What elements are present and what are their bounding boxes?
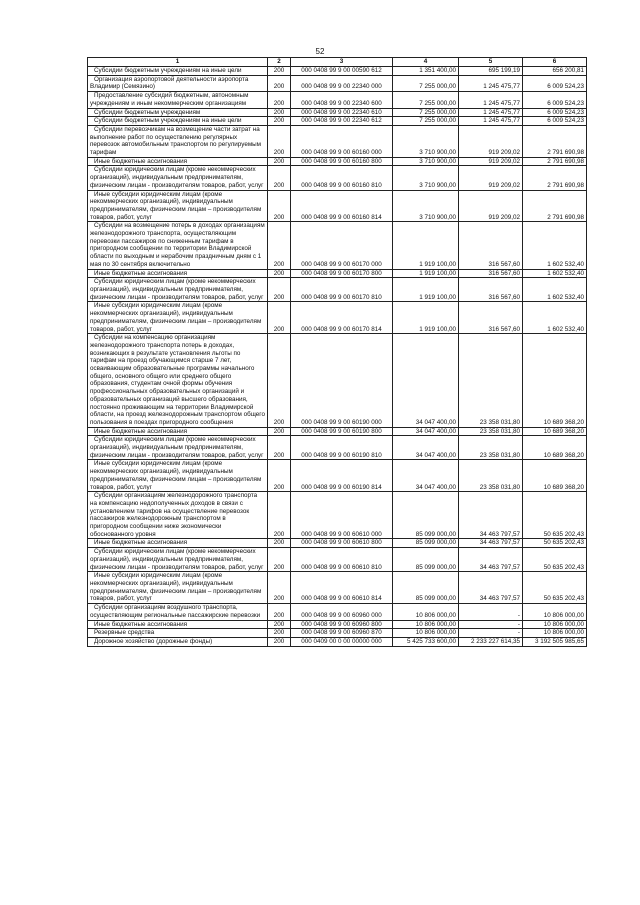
row-approved: 1 351 400,00 [393, 67, 459, 76]
table-row [88, 269, 587, 278]
row-name [88, 117, 268, 126]
row-name [88, 166, 268, 190]
row-name-text: Субсидии на компенсацию организациям железнодорожного транспорта потерь в доходах, возникающих в результате установления льготы по тарифам на проезд обучающимся старше 7 лет, осваивающим образовательные программы начального общего, основного общего или среднего общего образования, студентам очной формы обучения профессиональных образовательных организаций и образовательных организаций высшего образования, постоянно проживающим на территории Владимирской области, на проезд железнодорожным транспортом общего пользования в поездах пригородного сообщения [90, 334, 265, 426]
row-approved: 85 099 000,00 [393, 572, 459, 604]
row-remaining: 50 635 202,43 [523, 572, 587, 604]
row-name [88, 190, 268, 222]
row-line-code: 200 [268, 548, 291, 572]
row-name-text: Дорожное хозяйство (дорожные фонды) [94, 637, 213, 645]
row-executed: - [459, 604, 523, 620]
row-budget-code: 000 0409 00 0 00 00000 000 [291, 637, 393, 646]
table-row [88, 427, 587, 436]
row-line-code: 200 [268, 629, 291, 638]
row-budget-code: 000 0408 99 9 00 60610 810 [291, 548, 393, 572]
row-budget-code: 000 0408 99 9 00 60610 814 [291, 572, 393, 604]
row-executed: 23 358 031,80 [459, 334, 523, 427]
row-remaining: 10 689 368,20 [523, 436, 587, 460]
row-approved: 7 255 000,00 [393, 75, 459, 91]
row-executed: 23 358 031,80 [459, 436, 523, 460]
row-remaining: 2 791 690,98 [523, 125, 587, 157]
row-approved: 1 919 100,00 [393, 269, 459, 278]
table-row [88, 629, 587, 638]
row-executed: 34 463 797,57 [459, 572, 523, 604]
row-executed: 34 463 797,57 [459, 492, 523, 539]
table-row [88, 436, 587, 460]
row-remaining: 50 635 202,43 [523, 492, 587, 539]
header-col-4: 4 [393, 58, 459, 67]
row-budget-code: 000 0408 99 9 00 22340 000 [291, 75, 393, 91]
row-approved: 3 710 900,00 [393, 166, 459, 190]
row-line-code: 200 [268, 67, 291, 76]
row-executed: 1 245 475,77 [459, 108, 523, 117]
row-line-code: 200 [268, 75, 291, 91]
row-executed: 2 233 227 614,35 [459, 637, 523, 646]
row-budget-code: 000 0408 99 9 00 60170 800 [291, 269, 393, 278]
row-line-code: 200 [268, 117, 291, 126]
row-name-text: Субсидии юридическим лицам (кроме некоммерческих организаций), индивидуальным предпринимателям, физическим лицам - производителям товаров, работ, услуг [90, 278, 264, 301]
row-line-code: 200 [268, 572, 291, 604]
budget-table [87, 57, 587, 647]
row-remaining: 6 009 524,23 [523, 75, 587, 91]
row-line-code: 200 [268, 125, 291, 157]
row-budget-code: 000 0408 99 9 00 00590 612 [291, 67, 393, 76]
table-row [88, 334, 587, 427]
table-row [88, 548, 587, 572]
row-name-text: Субсидии перевозчикам на возмещение части затрат на выполнение работ по осуществлению регулярных перевозок автомобильным транспортом по регулируемым тарифам [90, 125, 262, 157]
row-line-code: 200 [268, 436, 291, 460]
row-name-text: Субсидии организациям воздушного транспорта, осуществляющим региональные пассажирские перевозки [90, 604, 261, 619]
row-remaining: 1 602 532,40 [523, 302, 587, 334]
row-name-text: Резервные средства [94, 629, 155, 637]
table-row [88, 302, 587, 334]
row-budget-code: 000 0408 99 9 00 60170 810 [291, 278, 393, 302]
row-name [88, 302, 268, 334]
row-budget-code: 000 0408 99 9 00 60960 000 [291, 604, 393, 620]
table-row [88, 108, 587, 117]
header-col-6: 6 [523, 58, 587, 67]
row-name [88, 427, 268, 436]
table-row [88, 637, 587, 646]
table-row [88, 92, 587, 108]
row-approved: 3 710 900,00 [393, 157, 459, 166]
row-name-text: Иные субсидии юридическим лицам (кроме некоммерческих организаций), индивидуальным предпринимателям, физическим лицам – производителям товаров, работ, услуг [90, 190, 262, 221]
row-name-text: Иные бюджетные ассигнования [94, 269, 188, 277]
row-remaining: 2 791 690,98 [523, 166, 587, 190]
header-col-1: 1 [88, 58, 268, 67]
row-approved: 5 425 733 600,00 [393, 637, 459, 646]
table-row [88, 75, 587, 91]
row-executed: - [459, 620, 523, 629]
row-budget-code: 000 0408 99 9 00 60190 814 [291, 460, 393, 492]
row-name [88, 548, 268, 572]
table-row [88, 572, 587, 604]
table-row [88, 278, 587, 302]
row-executed: 1 245 475,77 [459, 117, 523, 126]
row-approved: 34 047 400,00 [393, 427, 459, 436]
table-row [88, 539, 587, 548]
table-row [88, 67, 587, 76]
row-name [88, 108, 268, 117]
row-approved: 34 047 400,00 [393, 436, 459, 460]
row-line-code: 200 [268, 334, 291, 427]
row-executed: 316 567,60 [459, 302, 523, 334]
row-executed: 919 209,02 [459, 190, 523, 222]
row-name [88, 539, 268, 548]
row-name [88, 222, 268, 269]
row-name [88, 278, 268, 302]
row-name-text: Иные бюджетные ассигнования [94, 427, 188, 435]
row-name [88, 75, 268, 91]
table-row [88, 604, 587, 620]
row-remaining: 2 791 690,98 [523, 190, 587, 222]
row-executed: 1 245 475,77 [459, 92, 523, 108]
row-line-code: 200 [268, 492, 291, 539]
row-line-code: 200 [268, 166, 291, 190]
row-budget-code: 000 0408 99 9 00 60170 000 [291, 222, 393, 269]
row-approved: 7 255 000,00 [393, 108, 459, 117]
row-name-text: Организация аэропортовой деятельности аэропорта Владимир (Семязино) [90, 75, 249, 91]
row-name-text: Субсидии юридическим лицам (кроме некоммерческих организаций), индивидуальным предпринимателям, физическим лицам - производителям товаров, работ, услуг [90, 436, 264, 459]
row-name [88, 629, 268, 638]
row-approved: 7 255 000,00 [393, 92, 459, 108]
row-name [88, 157, 268, 166]
row-executed: 919 209,02 [459, 157, 523, 166]
row-name [88, 637, 268, 646]
row-budget-code: 000 0408 99 9 00 60610 800 [291, 539, 393, 548]
row-executed: 695 199,19 [459, 67, 523, 76]
row-name-text: Иные субсидии юридическим лицам (кроме некоммерческих организаций), индивидуальным предпринимателям, физическим лицам – производителям товаров, работ, услуг [90, 572, 262, 603]
table-row [88, 166, 587, 190]
row-approved: 34 047 400,00 [393, 334, 459, 427]
row-name [88, 334, 268, 427]
row-remaining: 10 806 000,00 [523, 629, 587, 638]
row-remaining: 50 635 202,43 [523, 539, 587, 548]
row-approved: 34 047 400,00 [393, 460, 459, 492]
row-remaining: 10 806 000,00 [523, 620, 587, 629]
row-remaining: 10 806 000,00 [523, 604, 587, 620]
row-approved: 85 099 000,00 [393, 548, 459, 572]
row-approved: 7 255 000,00 [393, 117, 459, 126]
row-executed: 316 567,60 [459, 278, 523, 302]
row-approved: 10 806 000,00 [393, 604, 459, 620]
row-budget-code: 000 0408 99 9 00 22340 610 [291, 108, 393, 117]
row-approved: 1 919 100,00 [393, 222, 459, 269]
row-name [88, 460, 268, 492]
row-executed: 919 209,02 [459, 166, 523, 190]
row-budget-code: 000 0408 99 9 00 60190 810 [291, 436, 393, 460]
row-executed: 34 463 797,57 [459, 548, 523, 572]
row-budget-code: 000 0408 99 9 00 60160 814 [291, 190, 393, 222]
row-remaining: 1 602 532,40 [523, 269, 587, 278]
row-name-text: Иные бюджетные ассигнования [94, 620, 188, 628]
row-remaining: 50 635 202,43 [523, 548, 587, 572]
row-name [88, 67, 268, 76]
row-budget-code: 000 0408 99 9 00 60160 810 [291, 166, 393, 190]
row-remaining: 3 192 505 985,65 [523, 637, 587, 646]
row-line-code: 200 [268, 92, 291, 108]
row-approved: 3 710 900,00 [393, 125, 459, 157]
row-remaining: 6 009 524,23 [523, 117, 587, 126]
header-col-3: 3 [291, 58, 393, 67]
row-remaining: 2 791 690,98 [523, 157, 587, 166]
row-executed: 919 209,02 [459, 125, 523, 157]
row-remaining: 6 009 524,23 [523, 92, 587, 108]
table-row [88, 190, 587, 222]
header-row [88, 58, 587, 67]
row-name-text: Иные бюджетные ассигнования [94, 157, 188, 165]
row-name [88, 269, 268, 278]
row-executed: 23 358 031,80 [459, 427, 523, 436]
table-row [88, 157, 587, 166]
row-executed: 316 567,60 [459, 222, 523, 269]
row-approved: 85 099 000,00 [393, 492, 459, 539]
row-name-text: Субсидии юридическим лицам (кроме некоммерческих организаций), индивидуальным предпринимателям, физическим лицам - производителям товаров, работ, услуг [90, 166, 264, 189]
row-executed: 34 463 797,57 [459, 539, 523, 548]
row-name [88, 436, 268, 460]
row-line-code: 200 [268, 620, 291, 629]
row-line-code: 200 [268, 637, 291, 646]
row-name-text: Субсидии юридическим лицам (кроме некоммерческих организаций), индивидуальным предпринимателям, физическим лицам - производителям товаров, работ, услуг [90, 548, 264, 571]
row-budget-code: 000 0408 99 9 00 60960 800 [291, 620, 393, 629]
row-line-code: 200 [268, 108, 291, 117]
row-executed: 1 245 475,77 [459, 75, 523, 91]
row-executed: 316 567,60 [459, 269, 523, 278]
row-name [88, 92, 268, 108]
header-col-5: 5 [459, 58, 523, 67]
row-name-text: Предоставление субсидий бюджетным, автономным учреждениям и иным некоммерческим организациям [90, 92, 249, 107]
row-name [88, 572, 268, 604]
row-line-code: 200 [268, 278, 291, 302]
table-row [88, 125, 587, 157]
page-number: 52 [315, 47, 325, 56]
row-approved: 1 919 100,00 [393, 278, 459, 302]
row-name-text: Субсидии организациям железнодорожного транспорта на компенсацию недополученных доходов в связи с установлением тарифов на осуществление перевозок пассажиров железнодорожным транспортом в пригородном сообщении ниже экономически обоснованного уровня [90, 492, 258, 538]
row-remaining: 6 009 524,23 [523, 108, 587, 117]
row-budget-code: 000 0408 99 9 00 60160 800 [291, 157, 393, 166]
row-name-text: Субсидии бюджетным учреждениям на иные цели [94, 117, 242, 125]
row-line-code: 200 [268, 460, 291, 492]
row-budget-code: 000 0408 99 9 00 60160 000 [291, 125, 393, 157]
row-remaining: 1 602 532,40 [523, 278, 587, 302]
row-executed: 23 358 031,80 [459, 460, 523, 492]
row-remaining: 10 689 368,20 [523, 460, 587, 492]
row-name [88, 620, 268, 629]
row-line-code: 200 [268, 269, 291, 278]
row-approved: 10 806 000,00 [393, 620, 459, 629]
row-approved: 85 099 000,00 [393, 539, 459, 548]
row-name [88, 125, 268, 157]
row-line-code: 200 [268, 190, 291, 222]
row-name-text: Субсидии бюджетным учреждениям на иные цели [94, 67, 242, 74]
row-name-text: Иные субсидии юридическим лицам (кроме некоммерческих организаций), индивидуальным предпринимателям, физическим лицам – производителям товаров, работ, услуг [90, 302, 262, 333]
row-line-code: 200 [268, 604, 291, 620]
row-budget-code: 000 0408 99 9 00 60190 800 [291, 427, 393, 436]
row-budget-code: 000 0408 99 9 00 22340 612 [291, 117, 393, 126]
row-name [88, 492, 268, 539]
row-budget-code: 000 0408 99 9 00 60610 000 [291, 492, 393, 539]
row-approved: 3 710 900,00 [393, 190, 459, 222]
table-row [88, 460, 587, 492]
row-remaining: 1 602 532,40 [523, 222, 587, 269]
table-row [88, 222, 587, 269]
row-remaining: 656 200,81 [523, 67, 587, 76]
table-row [88, 492, 587, 539]
row-line-code: 200 [268, 539, 291, 548]
row-name [88, 604, 268, 620]
row-name-text: Иные бюджетные ассигнования [94, 539, 188, 547]
row-name-text: Субсидии на возмещение потерь в доходах организациям железнодорожного транспорта, осуществляющим перевозки пассажиров по сниженным тарифам в пригородном сообщении по территории Владимирской области по выходным и нерабочим праздничным дням с 1 мая по 30 сентября включительно [90, 222, 265, 268]
row-budget-code: 000 0408 99 9 00 60960 870 [291, 629, 393, 638]
row-line-code: 200 [268, 302, 291, 334]
row-line-code: 200 [268, 427, 291, 436]
row-executed: - [459, 629, 523, 638]
row-line-code: 200 [268, 222, 291, 269]
row-name-text: Иные субсидии юридическим лицам (кроме некоммерческих организаций), индивидуальным предпринимателям, физическим лицам – производителям товаров, работ, услуг [90, 460, 262, 491]
row-budget-code: 000 0408 99 9 00 60170 814 [291, 302, 393, 334]
row-budget-code: 000 0408 99 9 00 60190 000 [291, 334, 393, 427]
row-approved: 10 806 000,00 [393, 629, 459, 638]
row-remaining: 10 689 368,20 [523, 334, 587, 427]
row-approved: 1 919 100,00 [393, 302, 459, 334]
row-line-code: 200 [268, 157, 291, 166]
table-row [88, 117, 587, 126]
row-budget-code: 000 0408 99 9 00 22340 600 [291, 92, 393, 108]
row-name-text: Субсидии бюджетным учреждениям [94, 108, 201, 116]
header-col-2: 2 [268, 58, 291, 67]
table-row [88, 620, 587, 629]
row-remaining: 10 689 368,20 [523, 427, 587, 436]
